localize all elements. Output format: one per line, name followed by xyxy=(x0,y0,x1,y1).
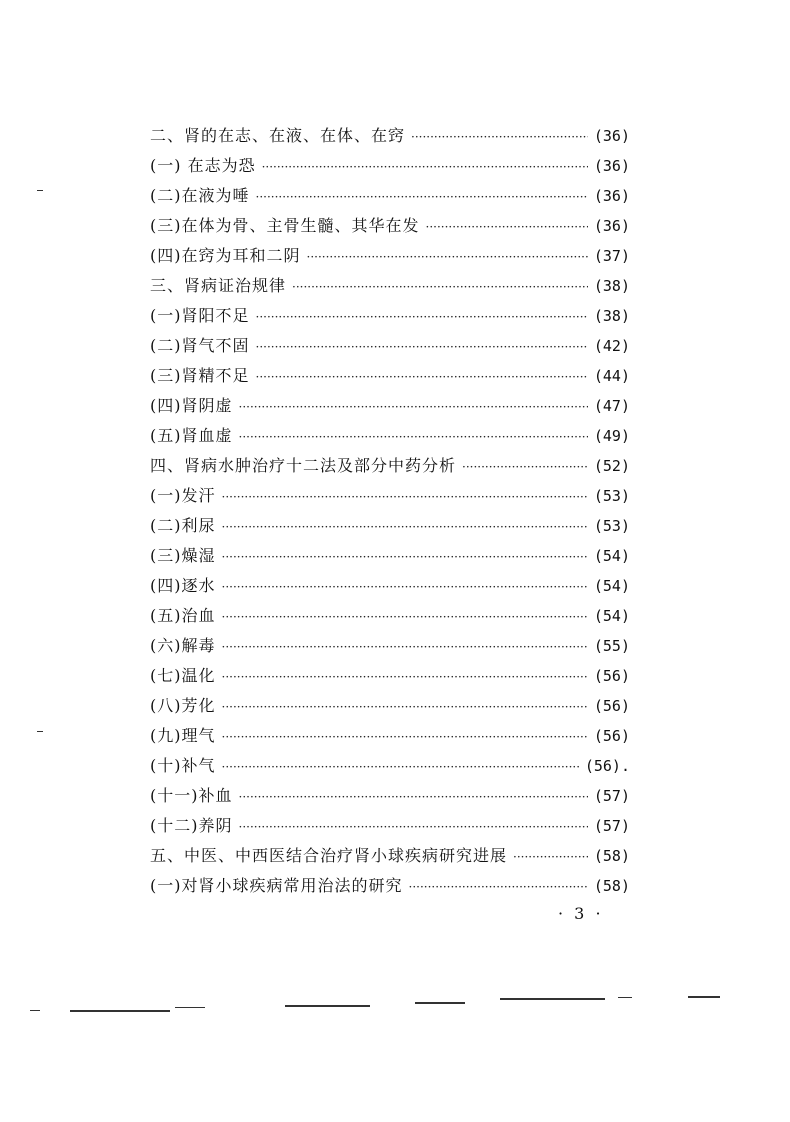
table-of-contents xyxy=(150,121,630,901)
toc-entry-title: (一)发汗 xyxy=(150,486,216,505)
toc-entry-title: (十二)养阴 xyxy=(150,816,233,835)
scan-mark xyxy=(500,998,605,1000)
toc-entry xyxy=(150,151,630,181)
scan-mark xyxy=(415,1002,465,1004)
toc-entry xyxy=(150,601,630,631)
toc-entry-page: (53) xyxy=(593,487,630,505)
toc-entry-title: (三)肾精不足 xyxy=(150,366,250,385)
toc-entry xyxy=(150,211,630,241)
toc-leader-dots xyxy=(256,332,588,362)
toc-entry-page: (47) xyxy=(593,397,630,415)
toc-leader-dots xyxy=(239,392,588,422)
toc-leader-dots xyxy=(513,842,588,872)
toc-entry-title: (四)逐水 xyxy=(150,576,216,595)
toc-leader-dots xyxy=(222,602,588,632)
toc-entry-page: (56) xyxy=(593,697,630,715)
toc-entry-title: (八)芳化 xyxy=(150,696,216,715)
toc-leader-dots xyxy=(239,782,588,812)
toc-entry-page: (38) xyxy=(593,277,630,295)
toc-entry-page: (36) xyxy=(593,187,630,205)
toc-entry-page: (36) xyxy=(593,157,630,175)
toc-entry-title: (三)在体为骨、主骨生髓、其华在发 xyxy=(150,216,420,235)
toc-entry-page: (49) xyxy=(593,427,630,445)
scan-mark xyxy=(37,190,43,191)
toc-entry xyxy=(150,781,630,811)
toc-leader-dots xyxy=(222,512,588,542)
toc-leader-dots xyxy=(256,302,588,332)
toc-leader-dots xyxy=(256,362,588,392)
toc-leader-dots xyxy=(262,152,588,182)
toc-entry-page: (58) xyxy=(593,877,630,895)
toc-entry-title: (十)补气 xyxy=(150,756,216,775)
toc-entry-title: (三)燥湿 xyxy=(150,546,216,565)
toc-entry-page: (54) xyxy=(593,577,630,595)
toc-entry-page: (55) xyxy=(593,637,630,655)
toc-entry-page: (54) xyxy=(593,607,630,625)
toc-leader-dots xyxy=(222,752,579,782)
toc-entry-page: (56). xyxy=(584,757,630,775)
toc-leader-dots xyxy=(222,482,588,512)
toc-entry xyxy=(150,361,630,391)
toc-entry-title: 四、肾病水肿治疗十二法及部分中药分析 xyxy=(150,456,457,475)
toc-entry xyxy=(150,391,630,421)
toc-entry xyxy=(150,511,630,541)
toc-entry xyxy=(150,811,630,841)
toc-entry-page: (58) xyxy=(593,847,630,865)
toc-entry xyxy=(150,541,630,571)
toc-entry xyxy=(150,181,630,211)
toc-leader-dots xyxy=(256,182,588,212)
toc-entry-title: (二)在液为唾 xyxy=(150,186,250,205)
toc-leader-dots xyxy=(239,422,588,452)
scan-mark xyxy=(70,1010,170,1012)
toc-entry xyxy=(150,121,630,151)
scan-mark xyxy=(37,731,43,732)
toc-leader-dots xyxy=(292,272,588,302)
toc-entry-page: (56) xyxy=(593,667,630,685)
toc-entry xyxy=(150,631,630,661)
toc-entry-title: (六)解毒 xyxy=(150,636,216,655)
scan-mark xyxy=(30,1010,40,1011)
toc-entry-title: (五)治血 xyxy=(150,606,216,625)
toc-leader-dots xyxy=(462,452,588,482)
toc-entry-title: (七)温化 xyxy=(150,666,216,685)
toc-entry xyxy=(150,271,630,301)
toc-leader-dots xyxy=(411,122,588,152)
toc-entry-page: (37) xyxy=(593,247,630,265)
scan-mark xyxy=(618,997,632,998)
toc-entry-title: (五)肾血虚 xyxy=(150,426,233,445)
toc-leader-dots xyxy=(222,722,588,752)
toc-entry-page: (57) xyxy=(593,787,630,805)
toc-entry-title: (四)肾阴虚 xyxy=(150,396,233,415)
toc-entry xyxy=(150,661,630,691)
toc-entry-title: (一) 在志为恐 xyxy=(150,156,256,175)
toc-entry-title: 二、肾的在志、在液、在体、在窍 xyxy=(150,126,406,145)
toc-entry xyxy=(150,751,630,781)
toc-entry-title: 三、肾病证治规律 xyxy=(150,276,287,295)
toc-entry-page: (36) xyxy=(593,127,630,145)
toc-leader-dots xyxy=(239,812,588,842)
toc-entry xyxy=(150,691,630,721)
toc-entry-page: (42) xyxy=(593,337,630,355)
toc-entry-page: (53) xyxy=(593,517,630,535)
toc-entry xyxy=(150,421,630,451)
toc-entry-title: (十一)补血 xyxy=(150,786,233,805)
toc-entry xyxy=(150,331,630,361)
toc-entry-page: (56) xyxy=(593,727,630,745)
toc-entry-page: (54) xyxy=(593,547,630,565)
toc-entry-page: (57) xyxy=(593,817,630,835)
toc-entry xyxy=(150,301,630,331)
toc-leader-dots xyxy=(222,632,588,662)
toc-entry-page: (52) xyxy=(593,457,630,475)
toc-entry xyxy=(150,841,630,871)
toc-leader-dots xyxy=(409,872,588,902)
toc-entry-title: (一)肾阳不足 xyxy=(150,306,250,325)
toc-entry-title: (四)在窍为耳和二阴 xyxy=(150,246,301,265)
toc-entry-title: (九)理气 xyxy=(150,726,216,745)
scan-mark xyxy=(285,1005,370,1007)
toc-entry-page: (36) xyxy=(593,217,630,235)
toc-entry-title: 五、中医、中西医结合治疗肾小球疾病研究进展 xyxy=(150,846,508,865)
toc-entry xyxy=(150,481,630,511)
toc-entry-title: (二)利尿 xyxy=(150,516,216,535)
toc-entry-page: (38) xyxy=(593,307,630,325)
toc-entry-title: (一)对肾小球疾病常用治法的研究 xyxy=(150,876,403,895)
scan-mark xyxy=(688,996,720,998)
toc-leader-dots xyxy=(307,242,588,272)
toc-entry xyxy=(150,451,630,481)
page-number: · 3 · xyxy=(558,904,604,923)
toc-leader-dots xyxy=(222,662,588,692)
toc-entry xyxy=(150,571,630,601)
toc-leader-dots xyxy=(222,542,588,572)
toc-entry-title: (二)肾气不固 xyxy=(150,336,250,355)
toc-leader-dots xyxy=(426,212,588,242)
toc-entry xyxy=(150,871,630,901)
toc-entry xyxy=(150,721,630,751)
toc-leader-dots xyxy=(222,572,588,602)
toc-entry xyxy=(150,241,630,271)
toc-entry-page: (44) xyxy=(593,367,630,385)
toc-leader-dots xyxy=(222,692,588,722)
scan-mark xyxy=(175,1007,205,1008)
